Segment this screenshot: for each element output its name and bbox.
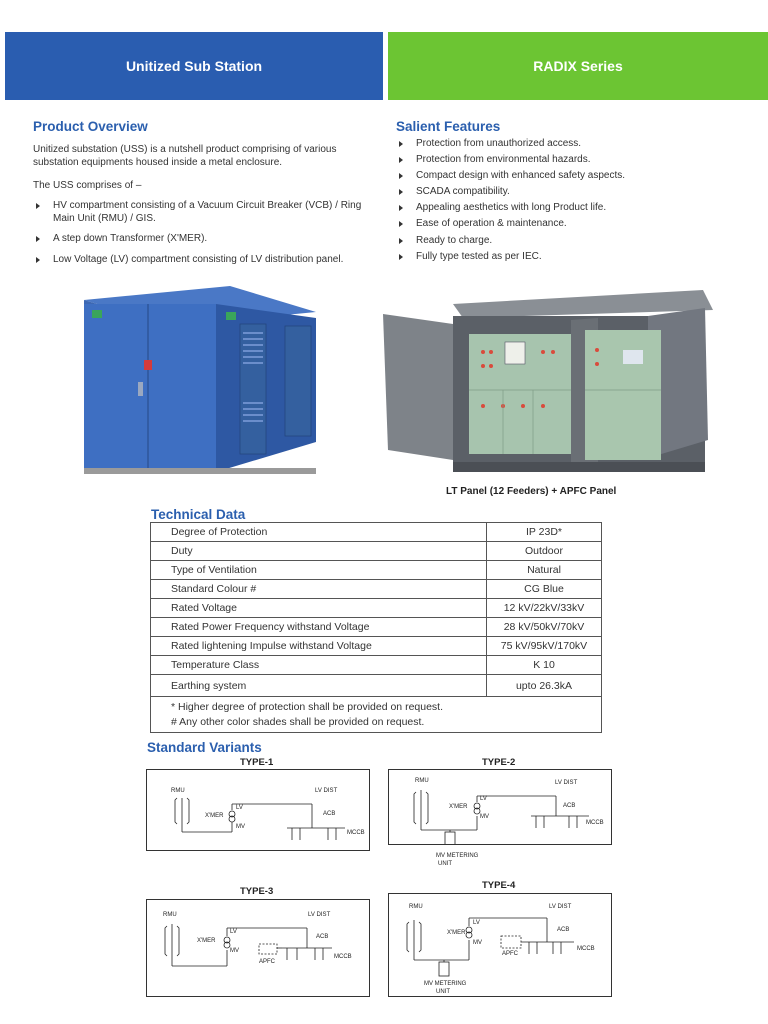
- type-3-mccb-label: MCCB: [334, 954, 352, 960]
- type-4-mv-label: MV: [473, 940, 482, 946]
- table-row: [151, 580, 602, 599]
- feature-item: Fully type tested as per IEC.: [396, 251, 756, 264]
- overview-list: [33, 200, 378, 266]
- type-4-diagram: [388, 893, 612, 997]
- type-2-xmer-label: X'MER: [449, 804, 468, 810]
- table-row: [151, 675, 602, 697]
- overview-intro: Unitized substation (USS) is a nutshell product comprising of various substation equipments housed inside a metal enclosure.: [33, 144, 337, 168]
- type-4-acb-label: ACB: [557, 927, 570, 933]
- type-2-title: TYPE-2: [482, 757, 516, 768]
- table-row: [151, 561, 602, 580]
- feature-item: Ease of operation & maintenance.: [396, 218, 756, 231]
- note-protection: * Higher degree of protection shall be provided on request.: [171, 701, 444, 714]
- feature-item: Appealing aesthetics with long Product life.: [396, 202, 756, 215]
- type-3-acb-label: ACB: [316, 934, 329, 940]
- type-2-mccb-label: MCCB: [586, 820, 604, 826]
- photo-caption: LT Panel (12 Feeders) + APFC Panel: [446, 486, 617, 497]
- table-row: [151, 618, 602, 637]
- type-2-mv-label: MV: [480, 814, 489, 820]
- type-4-lvdist-label: LV DIST: [549, 904, 572, 910]
- type-1-mv-label: MV: [236, 824, 245, 830]
- table-row: [151, 656, 602, 675]
- type-2-lv-label: LV: [480, 796, 487, 802]
- table-notes: [151, 697, 602, 733]
- type-4-xmer-label: X'MER: [447, 930, 466, 936]
- type-4-title: TYPE-4: [482, 880, 516, 891]
- type-4-apfc-label: APFC: [502, 951, 519, 957]
- feature-item: Protection from unauthorized access.: [396, 138, 756, 151]
- feature-item: Compact design with enhanced safety aspects.: [396, 170, 756, 183]
- type-1-title: TYPE-1: [240, 757, 274, 768]
- table-row: [151, 637, 602, 656]
- table-notes-row: [151, 697, 602, 733]
- technical-title: Technical Data: [151, 507, 246, 522]
- type-4-mccb-label: MCCB: [577, 946, 595, 952]
- type-1-diagram: [146, 769, 370, 851]
- feature-item: Protection from environmental hazards.: [396, 154, 756, 167]
- features-title: Salient Features: [396, 119, 501, 134]
- overview-item: HV compartment consisting of a Vacuum Circuit Breaker (VCB) / Ring Main Unit (RMU) / GIS.: [33, 200, 378, 225]
- type-1-lv-label: LV: [236, 805, 243, 811]
- type-3-rmu-label: RMU: [163, 912, 177, 918]
- table-cell-value: 12 kV/22kV/33kV: [487, 599, 602, 618]
- table-cell-label: Rated Power Frequency withstand Voltage: [151, 618, 487, 637]
- lt-panel-photo: [383, 290, 713, 485]
- type-2-rmu-label: RMU: [415, 778, 429, 784]
- technical-table: [150, 522, 602, 733]
- table-cell-label: Rated lightening Impulse withstand Voltage: [151, 637, 487, 656]
- overview-item: A step down Transformer (X'MER).: [33, 233, 378, 246]
- type-1-lvdist-label: LV DIST: [315, 788, 338, 794]
- type-2-metering-label: MV METERING UNIT: [436, 853, 479, 868]
- variants-title: Standard Variants: [147, 740, 262, 755]
- type-1-mccb-label: MCCB: [347, 830, 365, 836]
- table-row: [151, 542, 602, 561]
- table-cell-value: Natural: [487, 561, 602, 580]
- table-cell-value: CG Blue: [487, 580, 602, 599]
- table-cell-value: IP 23D*: [487, 523, 602, 542]
- table-row: [151, 599, 602, 618]
- table-cell-label: Standard Colour #: [151, 580, 487, 599]
- table-cell-label: Type of Ventilation: [151, 561, 487, 580]
- overview-item: Low Voltage (LV) compartment consisting of LV distribution panel.: [33, 254, 378, 267]
- type-3-lvdist-label: LV DIST: [308, 912, 331, 918]
- type-3-lv-label: LV: [230, 929, 237, 935]
- table-cell-label: Temperature Class: [151, 656, 487, 675]
- note-color: # Any other color shades shall be provided on request.: [171, 715, 425, 728]
- type-3-title: TYPE-3: [240, 886, 274, 897]
- type-2-diagram: [388, 769, 612, 845]
- type-3-apfc-label: APFC: [259, 959, 276, 965]
- overview-title: Product Overview: [33, 119, 148, 134]
- table-cell-value: Outdoor: [487, 542, 602, 561]
- type-3-mv-label: MV: [230, 948, 239, 954]
- table-cell-label: Duty: [151, 542, 487, 561]
- features-list: [396, 138, 756, 263]
- header-right-title: RADIX Series: [533, 58, 623, 74]
- type-1-acb-label: ACB: [323, 811, 336, 817]
- type-1-rmu-label: RMU: [171, 788, 185, 794]
- type-2-acb-label: ACB: [563, 803, 576, 809]
- feature-item: SCADA compatibility.: [396, 186, 756, 199]
- table-cell-label: Degree of Protection: [151, 523, 487, 542]
- table-cell-value: K 10: [487, 656, 602, 675]
- type-1-xmer-label: X'MER: [205, 813, 224, 819]
- table-cell-value: 75 kV/95kV/170kV: [487, 637, 602, 656]
- table-row: [151, 523, 602, 542]
- type-4-rmu-label: RMU: [409, 904, 423, 910]
- type-4-lv-label: LV: [473, 920, 480, 926]
- substation-enclosure-photo: [80, 282, 320, 487]
- type-3-xmer-label: X'MER: [197, 938, 216, 944]
- header-left-title: Unitized Sub Station: [125, 58, 263, 74]
- table-cell-value: upto 26.3kA: [487, 675, 602, 697]
- type-3-diagram: [146, 899, 370, 997]
- type-2-lvdist-label: LV DIST: [555, 780, 578, 786]
- table-cell-value: 28 kV/50kV/70kV: [487, 618, 602, 637]
- header-right-banner: [388, 32, 768, 100]
- feature-item: Ready to charge.: [396, 235, 756, 248]
- header-left-banner: [5, 32, 383, 100]
- table-cell-label: Earthing system: [151, 675, 487, 697]
- type-4-metering-label: MV METERING UNIT: [424, 981, 467, 996]
- overview-comprises: The USS comprises of –: [33, 180, 142, 191]
- table-cell-label: Rated Voltage: [151, 599, 487, 618]
